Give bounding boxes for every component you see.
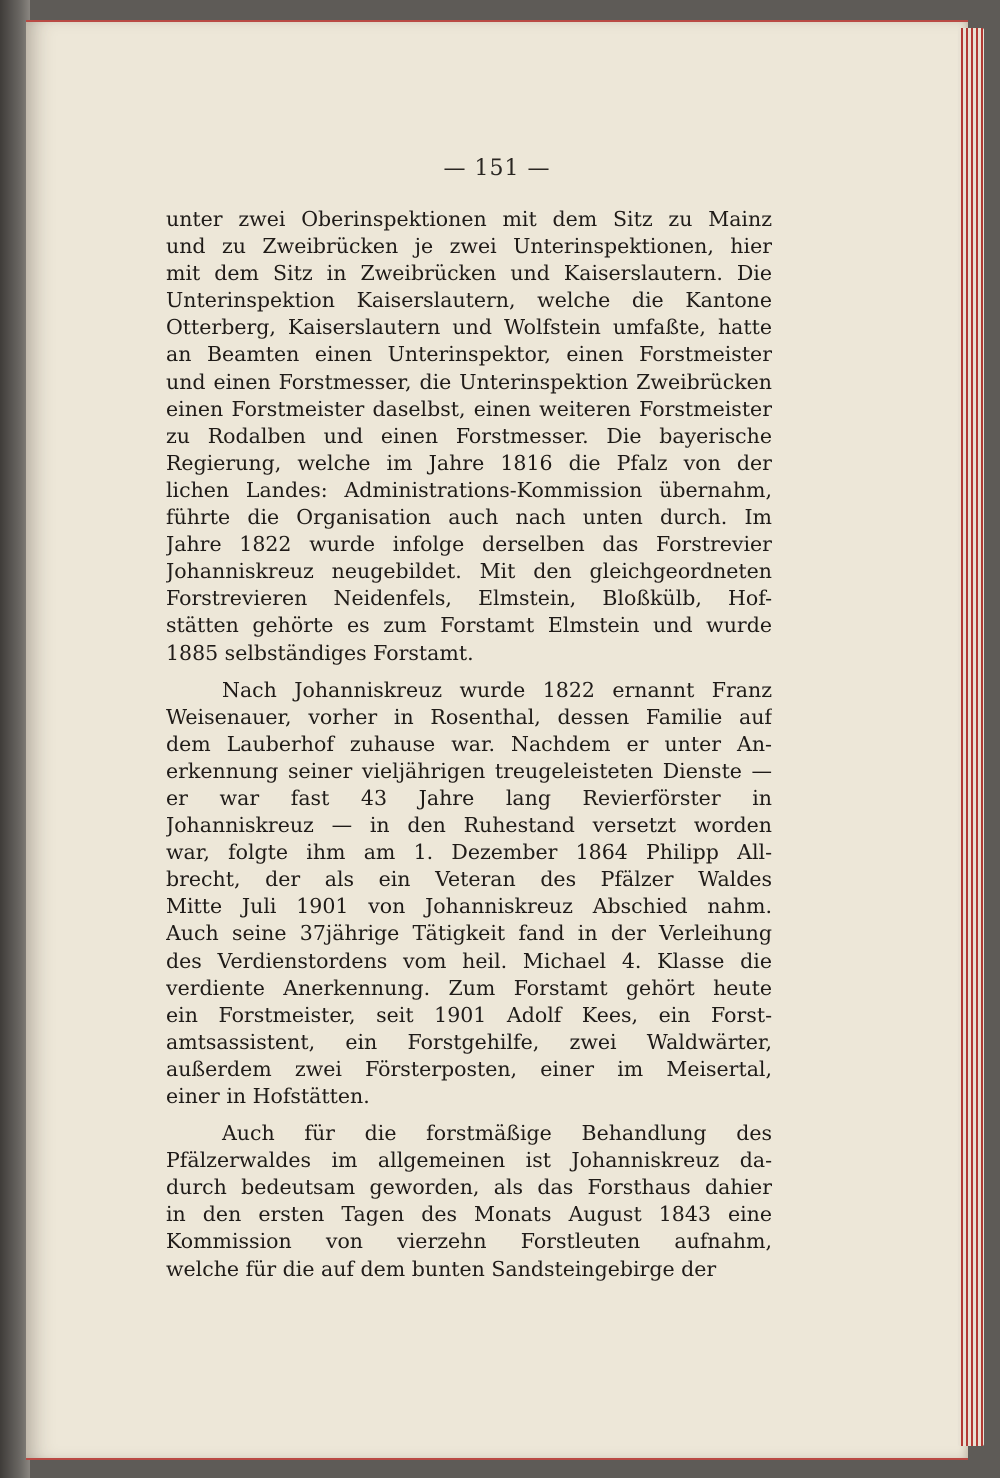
text-line: mit dem Sitz in Zweibrücken und Kaiserslautern. Die [166,261,772,286]
text-line: amtsassistent, ein Forstgehilfe, zwei Waldwärter, [166,1029,772,1054]
text-line: an Beamten einen Unterinspektor, einen Forstmeister [166,342,772,367]
text-line: des Verdienstordens vom heil. Michael 4. Klasse die [166,948,772,973]
paragraph [166,1120,772,1283]
text-line: Auch seine 37jährige Tätigkeit fand in der Verleihung [166,921,772,946]
text-line: außerdem zwei Försterposten, einer im Meisertal, [166,1056,772,1081]
text-line: durch bedeutsam geworden, als das Forsthaus dahier [166,1175,772,1200]
page-paper [26,20,968,1460]
paragraph-gap [166,1110,772,1120]
text-line: Kommission von vierzehn Forstleuten aufnahm, [166,1229,772,1254]
text-line: einer in Hofstätten. [166,1084,370,1108]
text-line: stätten gehörte es zum Forstamt Elmstein und wurde [166,613,772,638]
text-line: 1885 selbständiges Forstamt. [166,640,474,665]
text-line: unter zwei Oberinspektionen mit dem Sitz zu Mainz [166,207,772,231]
text-line: führte die Organisation auch nach unten durch. Im [166,505,772,530]
paragraph [166,677,772,1111]
text-line: Johanniskreuz neugebildet. Mit den gleichgeordneten [166,559,772,584]
text-line: brecht, der als ein Veteran des Pfälzer Waldes [166,867,772,892]
text-line: dem Lauberhof zuhause war. Nachdem er unter An- [166,731,772,756]
text-line: Pfälzerwaldes im allgemeinen ist Johanniskreuz da- [166,1148,772,1173]
text-line: welche für die auf dem bunten Sandsteingebirge der [166,1256,717,1281]
text-line: Mitte Juli 1901 von Johanniskreuz Abschied nahm. [166,894,772,919]
text-line: Otterberg, Kaiserslautern und Wolfstein umfaßte, hatte [166,315,772,340]
text-line: lichen Landes: Administrations-Kommission übernahm, [166,477,772,502]
text-line: ein Forstmeister, seit 1901 Adolf Kees, ein Forst- [166,1002,772,1027]
text-line: Johanniskreuz — in den Ruhestand versetzt worden [166,813,772,838]
text-line: Jahre 1822 wurde infolge derselben das Forstrevier [166,532,772,557]
text-line: in den ersten Tagen des Monats August 1843 eine [166,1202,772,1227]
text-line: Auch für die forstmäßige Behandlung des [222,1121,772,1146]
text-line: Forstrevieren Neidenfels, Elmstein, Bloßkülb, Hof- [166,586,772,611]
paragraph [166,206,772,667]
paragraph-gap [166,667,772,677]
page-number: — 151 — [443,156,551,181]
text-line: war, folgte ihm am 1. Dezember 1864 Philipp All- [166,840,772,865]
body-text [166,206,772,1283]
text-line: und einen Forstmesser, die Unterinspektion Zweibrücken [166,369,772,394]
text-line: Regierung, welche im Jahre 1816 die Pfalz von der [166,450,772,475]
page-edge-stack [958,28,984,1446]
text-line: er war fast 43 Jahre lang Revierförster in [166,785,772,810]
text-line: Nach Johanniskreuz wurde 1822 ernannt Franz [222,677,772,702]
text-line: verdiente Anerkennung. Zum Forstamt gehört heute [166,975,772,1000]
text-line: Weisenauer, vorher in Rosenthal, dessen Familie auf [166,704,772,729]
text-line: und zu Zweibrücken je zwei Unterinspektionen, hier [166,234,772,259]
text-line: einen Forstmeister daselbst, einen weiteren Forstmeister [166,396,772,421]
text-line: zu Rodalben und einen Forstmesser. Die bayerische [166,423,772,448]
text-line: Unterinspektion Kaiserslautern, welche die Kantone [166,288,772,313]
text-line: erkennung seiner vieljährigen treugeleisteten Dienste — [166,758,772,783]
